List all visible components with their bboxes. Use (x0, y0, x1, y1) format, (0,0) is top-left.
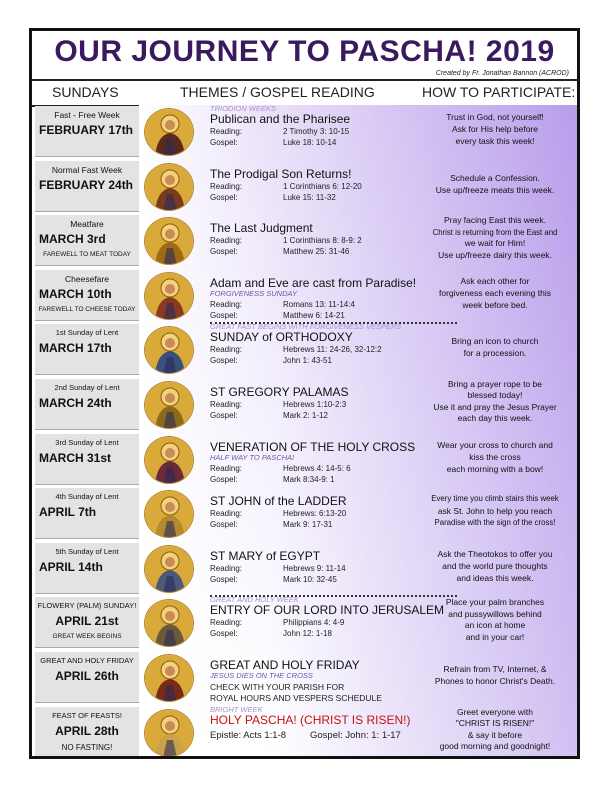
theme-title: ST GREGORY PALAMAS (210, 384, 349, 399)
participate-line: Ask the Theotokos to offer you (437, 548, 553, 559)
schedule-row (32, 651, 577, 706)
credit-line: Created by Fr. Jonathan Bannon (ACROD) (435, 70, 569, 77)
participate-text (415, 439, 575, 475)
theme-title: ENTRY OF OUR LORD INTO JERUSALEM (210, 603, 445, 618)
schedule-row (32, 214, 577, 269)
participate-text (415, 172, 575, 196)
header-sundays: SUNDAYS (52, 84, 119, 100)
reading-value: Hebrews 4: 14-5: 6 (283, 463, 351, 473)
sunday-cell (35, 270, 139, 321)
sunday-cell (35, 106, 139, 157)
sunday-cell (35, 488, 139, 539)
gospel-value: John 12: 1-18 (283, 629, 332, 639)
gospel-value: Luke 18: 10-14 (283, 138, 337, 147)
schedule-note: ROYAL HOURS AND VESPERS SCHEDULE (210, 692, 382, 703)
participate-line: and ideas this week. (456, 572, 534, 583)
entry-jerusalem-icon (144, 599, 194, 647)
reading-value: 1 Corinthians 6: 12-20 (283, 181, 362, 191)
participate-line: and the world pure thoughts (442, 560, 548, 571)
sunday-label: 3rd Sunday of Lent (55, 437, 119, 447)
reading-label: Reading: (210, 181, 243, 191)
participate-text (415, 111, 575, 147)
reading-label: Reading: (210, 463, 243, 473)
participate-line: "CHRIST IS RISEN!" (455, 718, 535, 729)
sunday-label: 2nd Sunday of Lent (54, 382, 120, 392)
sunday-date: APRIL 28th (55, 723, 119, 738)
gospel-value: John 1: 43-51 (283, 356, 332, 366)
pascha-gospel-line: Gospel: John: 1: 1-17 (310, 729, 401, 741)
gospel-label: Gospel: (210, 520, 238, 530)
sunday-label: Fast - Free Week (54, 110, 120, 120)
participate-line: Use up/freeze meats this week. (435, 184, 555, 195)
reading-label: Reading: (210, 236, 243, 246)
sunday-cell (35, 597, 139, 648)
participate-line: Greet everyone with (456, 706, 534, 717)
participate-line: & say it before (467, 729, 523, 740)
schedule-row (32, 323, 577, 378)
crucifixion-icon (144, 654, 194, 702)
schedule-row (32, 433, 577, 488)
reading-label: Reading: (210, 399, 243, 409)
schedule-row (32, 378, 577, 433)
gospel-label: Gospel: (210, 138, 238, 147)
reading-label: Reading: (210, 563, 243, 573)
participate-line: an icon at home (464, 620, 526, 631)
participate-line: blessed today! (467, 390, 523, 401)
reading-value: Hebrews: 6:13-20 (283, 509, 347, 519)
header-participate: HOW TO PARTICIPATE: (422, 84, 576, 100)
gospel-value: Mark 10: 32-45 (283, 574, 337, 584)
sunday-label: 4th Sunday of Lent (55, 492, 119, 502)
sunday-date: APRIL 7th (39, 505, 97, 520)
theme-title: SUNDAY of ORTHODOXY (210, 330, 353, 345)
participate-text (415, 548, 575, 584)
theme-title: ST JOHN of the LADDER (210, 494, 347, 509)
schedule-rows (32, 105, 577, 759)
participate-line: Christ is returning from the East and (432, 227, 558, 237)
participate-line: each morning with a bow! (446, 463, 544, 474)
reading-label: Reading: (210, 127, 243, 136)
participate-line: and pussywillows behind (448, 608, 542, 619)
sunday-date: MARCH 3rd (39, 232, 106, 247)
sunday-label: Cheesefare (65, 273, 109, 284)
gospel-label: Gospel: (210, 629, 238, 639)
participate-text (415, 597, 575, 643)
schedule-row (32, 542, 577, 597)
participate-line: forgiveness each evening this (439, 287, 551, 298)
gospel-label: Gospel: (210, 192, 238, 202)
sunday-cell (35, 379, 139, 430)
participate-line: Trust in God, not yourself! (446, 112, 544, 122)
sunday-date: MARCH 31st (39, 450, 112, 465)
section-note: BRIGHT WEEK (210, 704, 263, 714)
column-header-row (32, 79, 577, 107)
sunday-cell (35, 434, 139, 485)
gospel-label: Gospel: (210, 247, 238, 257)
participate-line: we wait for Him! (464, 238, 526, 249)
theme-title: GREAT AND HOLY FRIDAY (210, 657, 360, 672)
epistle-line: Epistle: Acts 1:1-8 (210, 729, 287, 741)
theme-subtitle: JESUS DIES ON THE CROSS (210, 670, 313, 680)
participate-line: kiss the cross (469, 451, 521, 462)
participate-line: Paradise with the sign of the cross! (434, 518, 556, 528)
header-themes: THEMES / GOSPEL READING (180, 84, 375, 100)
gospel-label: Gospel: (210, 310, 238, 320)
participate-line: Bring a prayer rope to be (447, 378, 543, 389)
reading-value: 2 Timothy 3: 10-15 (283, 127, 350, 136)
sunday-date: MARCH 17th (39, 341, 112, 356)
reading-value: Romans 13: 11-14:4 (283, 299, 355, 309)
sunday-cell (35, 652, 139, 703)
prodigal-son-icon (144, 163, 194, 211)
resurrection-icon (144, 709, 194, 757)
sunday-date: MARCH 10th (39, 286, 112, 301)
gospel-label: Gospel: (210, 574, 238, 584)
participate-line: Pray facing East this week. (443, 215, 547, 226)
page-title: OUR JOURNEY TO PASCHA! 2019 (54, 35, 555, 68)
participate-text (415, 493, 575, 529)
schedule-row (32, 487, 577, 542)
sunday-subnote: NO FASTING! (61, 742, 113, 752)
participate-text (415, 379, 575, 425)
reading-value: Philippians 4: 4-9 (283, 618, 345, 628)
schedule-row (32, 706, 577, 759)
participate-line: Ask for His help before (452, 124, 538, 134)
sunday-label: Normal Fast Week (51, 164, 123, 175)
sunday-label: 1st Sunday of Lent (55, 328, 119, 338)
gospel-value: Mark 8:34-9: 1 (283, 474, 335, 484)
sunday-cell (35, 161, 139, 212)
sunday-subnote: FAREWELL TO MEAT TODAY (43, 251, 131, 259)
sunday-label: GREAT AND HOLY FRIDAY (40, 655, 134, 665)
dotted-divider (210, 322, 457, 324)
participate-text (415, 275, 575, 311)
poster (29, 28, 580, 759)
participate-text (415, 663, 575, 687)
reading-value: Hebrews 11: 24-26, 32-12:2 (283, 345, 382, 355)
publican-pharisee-icon (144, 108, 194, 156)
schedule-row (32, 596, 577, 651)
ladder-icon (144, 490, 194, 538)
sunday-date: FEBRUARY 24th (39, 177, 134, 192)
reading-label: Reading: (210, 509, 243, 519)
gospel-label: Gospel: (210, 410, 238, 420)
dotted-divider (210, 595, 457, 597)
gospel-value: Luke 15: 11-32 (283, 192, 336, 202)
sunday-date: APRIL 26th (55, 668, 119, 683)
participate-line: for a procession. (463, 348, 527, 359)
adam-eve-icon (144, 272, 194, 320)
schedule-row (32, 105, 577, 160)
sunday-subnote: FAREWELL TO CHEESE TODAY (38, 305, 136, 313)
sunday-subnote: GREAT WEEK BEGINS (52, 633, 122, 641)
gospel-value: Matthew 6: 14-21 (283, 310, 345, 320)
participate-line: Phones to honor Christ's Death. (434, 675, 556, 686)
theme-title: Adam and Eve are cast from Paradise! (210, 275, 417, 290)
theme-subtitle: HALF WAY TO PASCHA! (210, 452, 295, 462)
participate-line: Every time you climb stairs this week (431, 494, 559, 504)
participate-line: and in your car! (465, 631, 525, 642)
reading-value: Hebrews 1:10-2:3 (283, 399, 347, 409)
participate-line: Refrain from TV, Internet, & (443, 663, 547, 674)
participate-line: Place your palm branches (445, 597, 545, 608)
sunday-label: FEAST OF FEASTS! (52, 710, 122, 720)
sunday-date: APRIL 14th (39, 559, 103, 574)
sunday-date: FEBRUARY 17th (39, 123, 134, 137)
gospel-label: Gospel: (210, 474, 238, 484)
participate-line: ask St. John to help you reach (437, 506, 553, 517)
participate-text (415, 215, 575, 261)
participate-line: every task this week! (455, 136, 535, 146)
sunday-date: APRIL 21st (55, 614, 119, 629)
sunday-cell (35, 707, 139, 758)
reading-label: Reading: (210, 618, 243, 628)
section-note: GREAT FAST BEGINS WITH FORGIVENESS VESPERS (210, 322, 402, 332)
participate-line: Use it and pray the Jesus Prayer (433, 401, 557, 412)
gregory-palamas-icon (144, 381, 194, 429)
theme-subtitle: FORGIVENESS SUNDAY (210, 288, 297, 298)
reading-value: 1 Corinthians 8: 8-9: 2 (283, 236, 362, 246)
schedule-note: CHECK WITH YOUR PARISH FOR (210, 681, 345, 692)
gospel-label: Gospel: (210, 356, 238, 366)
sunday-date: MARCH 24th (39, 395, 112, 410)
gospel-value: Mark 2: 1-12 (283, 410, 328, 420)
theme-title: The Prodigal Son Returns! (210, 166, 352, 181)
sunday-cell (35, 324, 139, 375)
participate-line: Bring an icon to church (451, 336, 539, 347)
last-judgment-icon (144, 217, 194, 265)
schedule-row (32, 160, 577, 215)
schedule-row (32, 269, 577, 324)
holy-cross-icon (144, 436, 194, 484)
sunday-label: 5th Sunday of Lent (55, 546, 119, 556)
gospel-value: Mark 9: 17-31 (283, 520, 333, 530)
participate-line: Schedule a Confession. (450, 172, 540, 183)
theme-title: VENERATION OF THE HOLY CROSS (210, 439, 416, 454)
gospel-value: Matthew 25: 31-46 (283, 247, 350, 257)
participate-line: good morning and goodnight! (439, 741, 551, 752)
reading-label: Reading: (210, 299, 243, 309)
sunday-label: Meatfare (70, 219, 104, 230)
theme-title: Publican and the Pharisee (210, 112, 351, 126)
participate-line: week before bed. (462, 299, 528, 310)
theotokos-icon (144, 326, 194, 374)
participate-line: Ask each other for (460, 275, 530, 286)
sunday-label: FLOWERY (PALM) SUNDAY! (37, 601, 137, 611)
participate-line: each day this week. (457, 413, 533, 424)
participate-line: Wear your cross to church and (437, 439, 553, 450)
theme-title: HOLY PASCHA! (CHRIST IS RISEN!) (210, 712, 411, 727)
sunday-cell (35, 215, 139, 266)
reading-value: Hebrews 9: 11-14 (283, 563, 346, 573)
theme-title: The Last Judgment (210, 221, 313, 236)
mary-of-egypt-icon (144, 545, 194, 593)
participate-line: Use up/freeze dairy this week. (438, 249, 552, 260)
section-note: GREAT AND HOLY WEEK (210, 595, 299, 605)
section-note: TRIODION WEEKS (210, 104, 276, 113)
participate-text (415, 335, 575, 359)
sunday-cell (35, 543, 139, 594)
participate-text (415, 707, 575, 753)
theme-title: ST MARY of EGYPT (210, 548, 321, 563)
reading-label: Reading: (210, 345, 243, 355)
